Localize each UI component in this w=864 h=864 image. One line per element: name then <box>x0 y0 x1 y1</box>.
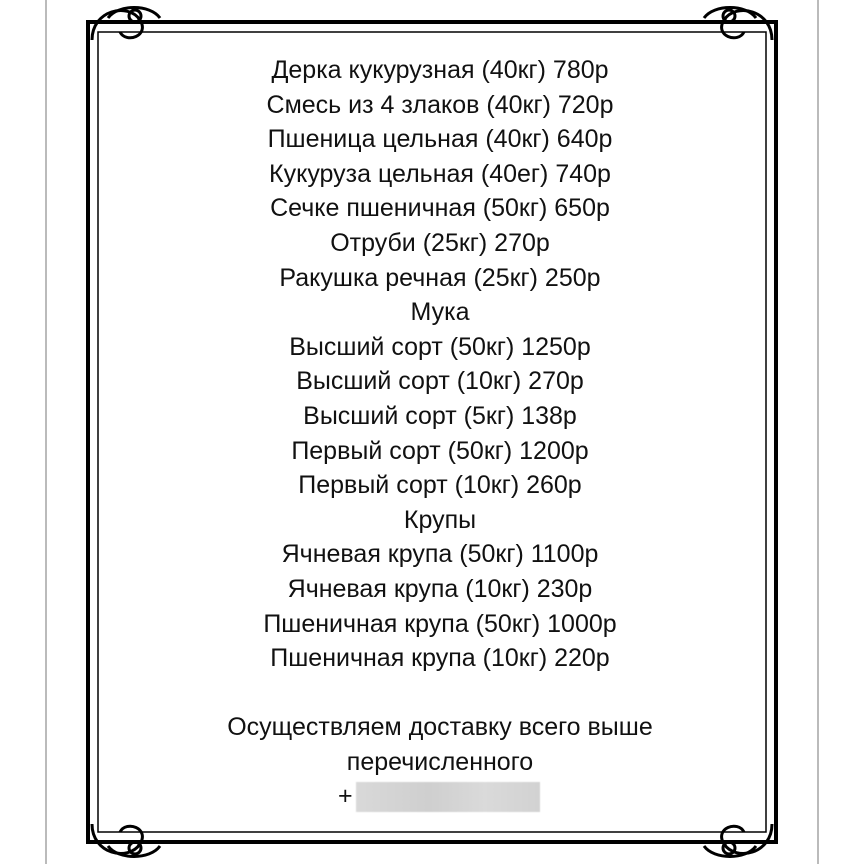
phone-prefix: + <box>338 782 353 811</box>
price-line: Отруби (25кг) 270р <box>330 228 550 257</box>
delivery-note-line1: Осуществляем доставку всего выше <box>227 713 653 742</box>
price-line: Ракушка речная (25кг) 250р <box>279 263 601 292</box>
price-list-content <box>130 53 750 814</box>
price-line: Сечке пшеничная (50кг) 650р <box>270 194 610 223</box>
price-line: Пшеничная крупа (50кг) 1000р <box>263 609 617 638</box>
redacted-phone-number <box>356 782 540 812</box>
price-line: Первый сорт (50кг) 1200р <box>291 436 589 465</box>
price-line: Дерка кукурузная (40кг) 780р <box>271 56 609 84</box>
delivery-note-line2: перечисленного <box>346 747 534 776</box>
phone-row <box>130 779 750 814</box>
price-line: Кукуруза цельная (40ег) 740р <box>269 159 611 188</box>
spacer <box>130 676 750 711</box>
price-line: Пшеница цельная (40кг) 640р <box>267 125 613 154</box>
price-line: Смесь из 4 злаков (40кг) 720р <box>266 90 614 119</box>
price-line: Ячневая крупа (50кг) 1100р <box>281 540 599 569</box>
price-line: Первый сорт (10кг) 260р <box>298 471 582 500</box>
price-line: Высший сорт (10кг) 270р <box>296 367 584 396</box>
price-line: Пшеничная крупа (10кг) 220р <box>270 644 610 673</box>
price-line: Высший сорт (5кг) 138р <box>303 401 577 430</box>
price-line: Высший сорт (50кг) 1250р <box>289 332 591 361</box>
section-heading-groats: Крупы <box>403 505 477 534</box>
price-line: Ячневая крупа (10кг) 230р <box>287 574 593 603</box>
section-heading-flour: Мука <box>410 298 470 327</box>
